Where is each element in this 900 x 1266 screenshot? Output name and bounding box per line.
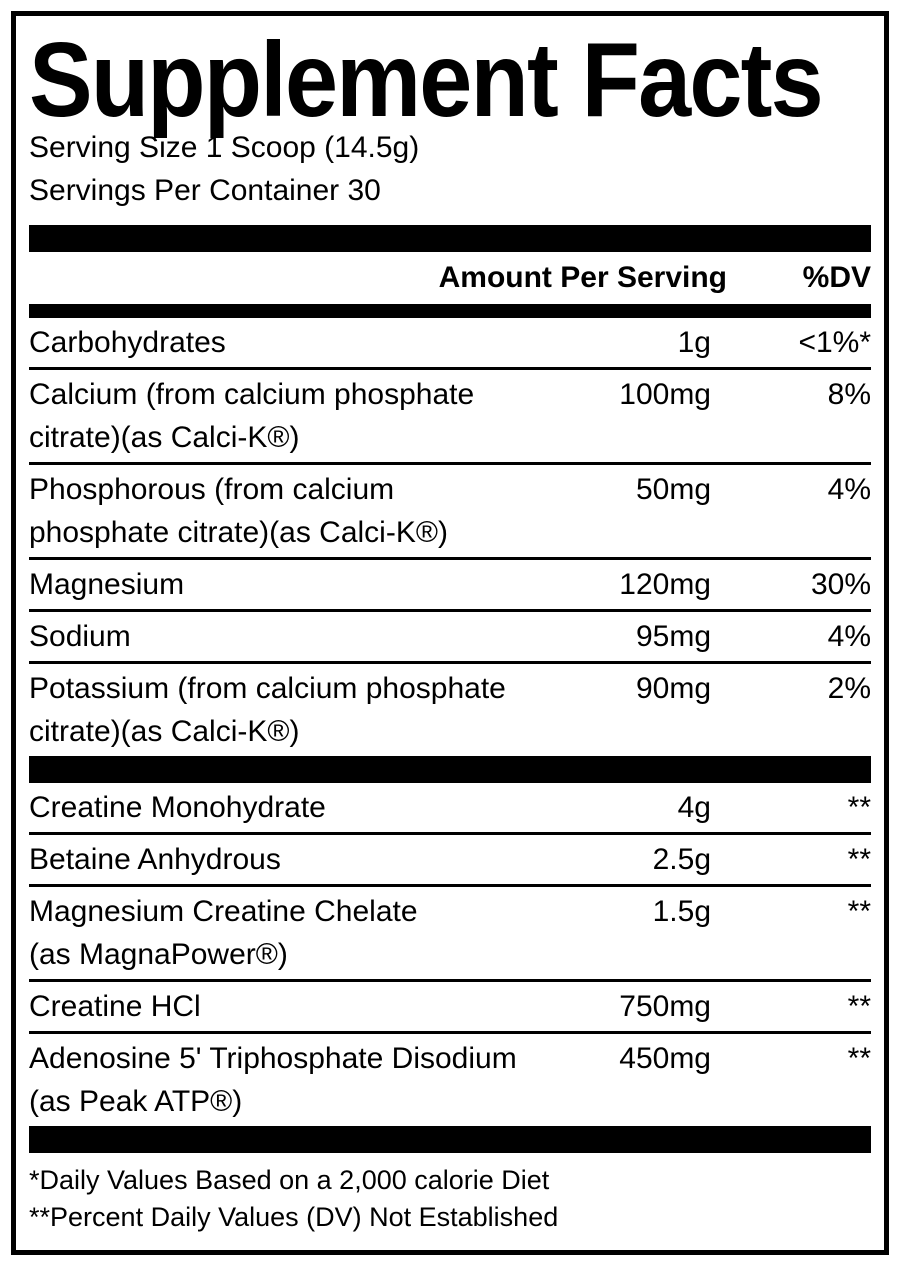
ingredient-amount: 750mg [619, 990, 711, 1023]
ingredient-amount: 50mg [635, 473, 711, 506]
ingredient-amount: 95mg [635, 620, 711, 653]
ingredient-dv: 4% [827, 473, 871, 506]
minerals-group [29, 318, 871, 756]
section-divider-bar [29, 225, 871, 252]
ingredient-amount: 450mg [619, 1042, 711, 1075]
table-row [29, 370, 871, 465]
section-divider-bar [29, 1126, 871, 1153]
ingredient-name-line1: Magnesium Creatine Chelate [29, 895, 418, 928]
ingredient-name [29, 321, 591, 364]
ingredient-name [29, 985, 591, 1028]
ingredient-amount: 1g [677, 326, 711, 359]
table-header-row [29, 252, 871, 304]
ingredient-amount: 1.5g [652, 895, 711, 928]
section-divider-bar [29, 304, 871, 318]
ingredient-dv: 30% [810, 568, 871, 601]
ingredient-dv: ** [847, 843, 871, 876]
table-row [29, 835, 871, 887]
table-row [29, 982, 871, 1034]
ingredient-name [29, 786, 591, 829]
actives-group [29, 783, 871, 1126]
ingredient-name-line1: Betaine Anhydrous [29, 843, 281, 876]
footnotes [29, 1153, 871, 1236]
ingredient-name [29, 838, 591, 881]
ingredient-name [29, 615, 591, 658]
ingredient-name-line1: Magnesium [29, 568, 185, 601]
serving-size-text: Serving Size 1 Scoop (14.5g) [29, 131, 420, 164]
ingredient-name-line1: Potassium (from calcium phosphate [29, 672, 506, 705]
page-title: Supplement Facts [29, 21, 822, 139]
ingredient-name [29, 890, 591, 976]
ingredient-amount: 90mg [635, 672, 711, 705]
ingredient-name [29, 1037, 591, 1123]
ingredient-name-line2: citrate)(as Calci-K®) [29, 715, 300, 748]
table-row [29, 318, 871, 370]
ingredient-name [29, 468, 591, 554]
amount-per-serving-header: Amount Per Serving [438, 261, 727, 294]
ingredient-name [29, 667, 591, 753]
ingredient-name-line1: Carbohydrates [29, 326, 226, 359]
ingredient-name-line2: (as MagnaPower®) [29, 938, 288, 971]
ingredient-dv: <1%* [798, 326, 871, 359]
ingredient-dv: ** [847, 791, 871, 824]
table-row [29, 612, 871, 664]
ingredient-name [29, 373, 591, 459]
section-divider-bar [29, 756, 871, 783]
percent-dv-header: %DV [802, 261, 871, 294]
ingredient-dv: 4% [827, 620, 871, 653]
ingredient-dv: ** [847, 895, 871, 928]
table-row [29, 560, 871, 612]
ingredient-name [29, 563, 591, 606]
ingredient-name-line1: Creatine Monohydrate [29, 791, 326, 824]
ingredient-name-line1: Adenosine 5' Triphosphate Disodium [29, 1042, 517, 1075]
table-row [29, 465, 871, 560]
ingredient-amount: 4g [677, 791, 711, 824]
ingredient-amount: 100mg [619, 378, 711, 411]
ingredient-dv: ** [847, 990, 871, 1023]
ingredient-name-line2: citrate)(as Calci-K®) [29, 421, 300, 454]
ingredient-dv: 2% [827, 672, 871, 705]
ingredient-name-line1: Phosphorous (from calcium [29, 473, 395, 506]
ingredient-amount: 120mg [619, 568, 711, 601]
footnote-dv-not-established: **Percent Daily Values (DV) Not Established [29, 1202, 559, 1232]
ingredient-name-line1: Creatine HCl [29, 990, 201, 1023]
ingredient-dv: ** [847, 1042, 871, 1075]
footnote-daily-values: *Daily Values Based on a 2,000 calorie Diet [29, 1165, 550, 1195]
ingredient-name-line2: phosphate citrate)(as Calci-K®) [29, 516, 448, 549]
table-row [29, 887, 871, 982]
ingredient-amount: 2.5g [652, 843, 711, 876]
ingredient-name-line1: Calcium (from calcium phosphate [29, 378, 475, 411]
ingredient-name-line2: (as Peak ATP®) [29, 1085, 243, 1118]
table-row [29, 664, 871, 756]
table-row [29, 783, 871, 835]
ingredient-name-line1: Sodium [29, 620, 131, 653]
ingredient-dv: 8% [827, 378, 871, 411]
supplement-facts-panel [11, 11, 889, 1255]
servings-per-container-text: Servings Per Container 30 [29, 174, 381, 207]
table-row [29, 1034, 871, 1126]
